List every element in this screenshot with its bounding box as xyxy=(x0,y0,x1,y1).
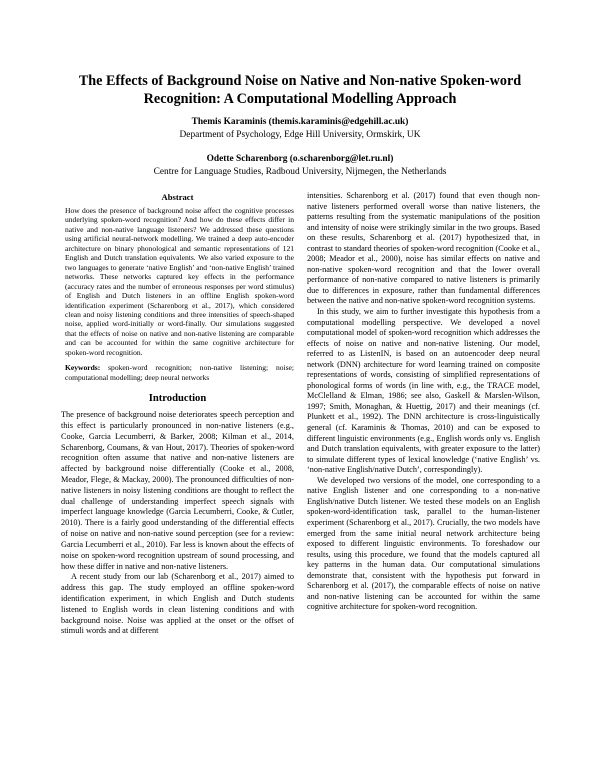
paper-title: The Effects of Background Noise on Native and Non-native Spoken-word Recognition: A Computational Modelling Approach xyxy=(78,73,522,107)
abstract-heading: Abstract xyxy=(161,192,194,202)
body-paragraph: The presence of background noise deteriorates speech perception and this effect is particularly pronounced in non-native listeners (e.g., Cooke, Garcia Lecumberri, & Barker, 2008; Kilman et al., 2014, Scharenborg, Coumans, & van Hout, 2017). Theories of spoken-word recognition often assume that native and non-native listeners are affected by background noise differentially (Cooke et al., 2008, Meador, Flege, & Mackay, 2000). The pronounced difficulties of non-native listeners in noisy listening conditions are thought to reflect the dual challenge of understanding imperfect speech signals with imperfect language knowledge (Garcia Lecumberri, Cooke, & Cutler, 2010). There is a fairly good understanding of the differential effects of noise on native and non-native sound perception (see for a review: Garcia Lecumberri et al., 2010). Far less is known about the effects of noise on spoken-word recognition upstream of sound processing, and how these differ in native and non-native listeners. xyxy=(61,410,294,571)
keywords-label: Keywords: xyxy=(65,363,101,373)
abstract-text: How does the presence of background noise affect the cognitive processes underlying spoken-word recognition? And how do these effects differ in native and non-native language listeners? We addressed these questions using artificial neural-network modelling. We trained a deep auto-encoder architecture on binary phonological and semantic representations of 121 English and Dutch translation equivalents. We also varied exposure to the two languages to generate ‘native English’ and ‘non-native English’ trained networks. These networks captured key effects in the performance (accuracy rates and the number of erroneous responses per word stimulus) of English and Dutch listeners in an offline English spoken-word identification experiment (Scharenborg et al., 2017), which considered clean and noisy listening conditions and three intensities of speech-shaped noise, applied word-initially or word-finally. Our simulations suggested that the effects of noise on native and non-native listening are comparable and can be accounted for within the same cognitive architecture for spoken-word recognition. xyxy=(65,206,294,357)
body-paragraph: In this study, we aim to further investigate this hypothesis from a computational modelling perspective. We developed a novel computational model of spoken-word recognition which addresses the effects of noise on native and non-native listening. Our model, referred to as ListenIN, is based on an autoencoder deep neural network (DNN) architecture for word learning trained on composite representations of words, consisting of simplified representations of phonological forms of words (in line with, e.g., the TRACE model, McClelland & Elman, 1986; see also, Gaskell & Marslen-Wilson, 1997; Smith, Monaghan, & Huettig, 2017) and their meanings (cf. Plunkett et al., 1992). The DNN architecture is cross-linguistically general (cf. Karaminis & Thomas, 2010) and can be exposed to different linguistic environments (e.g., English words only vs. English and Dutch translation equivalents, with greater exposure to the latter) to simulate different types of lexical knowledge (‘native English’ vs. ‘non-native English/native Dutch’, correspondingly). xyxy=(307,307,540,475)
author-name: Themis Karaminis (themis.karaminis@edgehill.ac.uk) xyxy=(191,117,409,127)
body-paragraph: We developed two versions of the model, one corresponding to a native English listener and one corresponding to a non-native English/native Dutch listener. We tested these models on an English spoken-word-identification task, parallel to the human-listener experiment (Scharenborg et al., 2017). Crucially, the two models have emerged from the same initial neural network architecture being exposed to different linguistic environments. To foreshadow our results, using this procedure, we found that the models captured all key patterns in the human data. Our computational simulations demonstrate that, consistent with the hypothesis put forward in Scharenborg et al. (2017), the comparable effects of noise on native and non-native listening can be accounted for within the same cognitive architecture for spoken-word recognition. xyxy=(307,475,540,612)
introduction-heading: Introduction xyxy=(148,393,207,405)
author-affiliation: Department of Psychology, Edge Hill University, Ormskirk, UK xyxy=(179,129,421,140)
body-paragraph: A recent study from our lab (Scharenborg et al., 2017) aimed to address this gap. The study employed an offline spoken-word identification experiment, in which English and Dutch students listened to English words in clean listening conditions and with background noise. Noise was applied at the onset or the offset of stimuli words and at different xyxy=(61,572,294,636)
left-column xyxy=(61,191,294,637)
keywords xyxy=(65,363,294,382)
author-name: Odette Scharenborg (o.scharenborg@let.ru.nl) xyxy=(206,154,394,164)
keywords-text: spoken-word recognition; non-native listening; noise; computational modelling; deep neural networks xyxy=(65,363,294,382)
right-column xyxy=(307,191,540,613)
body-paragraph: intensities. Scharenborg et al. (2017) found that even though non-native listeners performed overall worse than native listeners, the patterns resulting from the systematic manipulations of the position and intensity of noise were strikingly similar in the two groups. Based on these results, Scharenborg et al. (2017) hypothesized that, in contrast to standard theories of spoken-word recognition (Cooke et al., 2008; Meador et al., 2000), noise has similar effects on native and non-native spoken-word recognition and that the lower overall performance of non-native compared to native listeners is primarily due to differences in exposure, rather than fundamental differences between the native and non-native spoken-word recognition systems. xyxy=(307,191,540,306)
author-block-1 xyxy=(60,116,540,141)
author-block-2 xyxy=(60,153,540,178)
author-affiliation: Centre for Language Studies, Radboud University, Nijmegen, the Netherlands xyxy=(153,166,447,177)
